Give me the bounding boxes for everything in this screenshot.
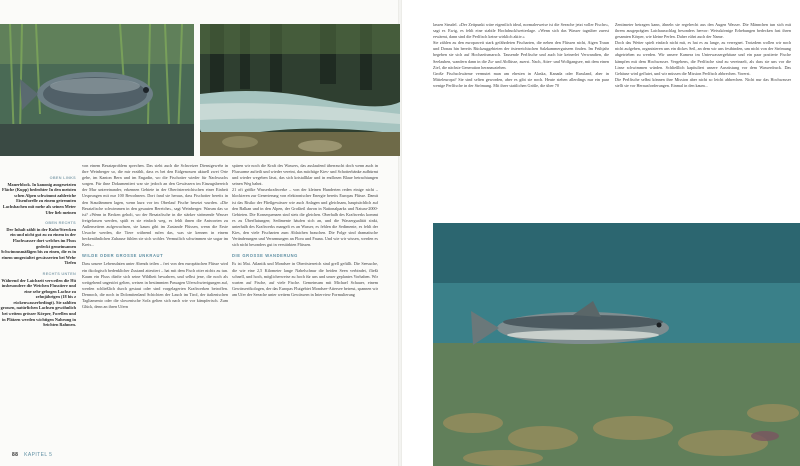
fish-pond-photo: [0, 24, 194, 156]
section-heading: WILDE ODER GROSSE UNKRAUT: [82, 253, 164, 259]
text-column-4: [615, 22, 791, 89]
paragraph: Zentimeter betragen kann, ähneln sie regelrecht aus den Augen Wasser. Die Männchen tun sich mit ihrem ausgeprägten Laichausschlag besonders hervor: Weisskörnige Erhebungen bedecken fast ihren gesamten Körper, wie kleine Perlen. Daher rührt auch der Name.: [615, 22, 791, 40]
paragraph: lassen Strudel. «Der Zeitpunkt wäre eigentlich ideal, normalerweise ist die Seeache jetzt voller Fische», sagt er. Ewig, es fehlt eine stabile Hochdrucklwetterlage. «Wenn sich das Wasser tagsüber zuerst erwärmt, dann sind die Perlfisch keine wirklich aktiv.»: [433, 22, 609, 40]
caption-text: Während der Laichzeit verweilen die Hü insbesondere die Weichen Flusstiere und eine sehr gebogen Lachse zu zehnjährigen (18 bis z rückenwasserbedingt). Sie zahlten grossen, natürlichen Lachsen gewöhnlich bei weitem grösser Körper, Forellen und in Plätzen werden wichtigen Nahrung in Seichten Rahmen.: [0, 277, 76, 328]
underwater-fish-photo: [433, 223, 800, 466]
text-column-3: [433, 22, 609, 89]
paragraph: Sie zählen zu den europaweit stark gefährdeten Fischarten, die neben den Flüssen nicht, Aigen Traun und Donau hin bereits Rückzuggebieten der österreichischen Salzkammergutseen finden. Im Frühjahr begeben sie sich auf Hochzeitsmarsch. Tausende Perlfische und auch hie keinerlei Verwandten, die Seelauben, wandern dann in die Zu- und Abflüsse, zuerst. Nach, Atter- und Wolfgangsee, mit dem einen Ziel, die nächste Generation heranzuziehen.: [433, 40, 609, 70]
page-footer: [12, 452, 52, 458]
paragraph: spüren wir noch die Kraft des Wassers, das auslaufend überrascht doch wenn auch in Flussarme aufteilt und wieder vereint, das mächtige Kies- und Schotterbänke aufbürmt und wieder wegeben lässt, das sich kristallklar und in endlosen Blaue betrachtungen seinen Weg bahnt.: [232, 163, 378, 187]
fish-pond-illustration: [0, 24, 194, 156]
paragraph: 21 oft größte Wasserkraftwerke – von der kleinen Hunderten reden einige nicht – blockieren zur Generierung von elektronischer Energie bereits Europas Flüsse. Damit ist das Risiko der Fließgewässer wie auch Anlagen und gleichsam, hauptsächlich auf den Balkan und in den Alpen, der Großteil davon in Nationalparks und Natura-2000-Gebieten. Die Konsequenzen sind stets die gleichen. Oberhalb des Kraftwerks kommt es zu Überflutungen; Sedimente häufen sich an, und die Wassergualität sinkt, unterhalb des Kraftwerks mangelt es an Wasser, es fehlen die Sedimente, es fehlt der Kies, den viele Fischarten zum Ablaichen brauchen. Die Folge sind dramatische Veränderungen und Verarmungen an Flora und Fauna. Und wie wir wissen, werden es sich nicht besonders gut in verstärkten Flüssen.: [232, 187, 378, 248]
paragraph: Es ist Mai. Atlantik und Mondsee in Oberösterreich sind grell gefüllt. Die Seesuche, die wie eine 2,5 Kilometer lange Nabelschnur die beiden Seen verbindet, fließt schnell, und hoch, möglicherweise zu hoch für uns und unser geplantes Vorhaben. Wir warten auf Fische, auf viele Fische. Gemeinsam mit Michael Schauer, einem Gewässerökologen, der das Europas Flutgebiet Mondsee-Attersee betreut, spannen wir am Ufer der Seeache unter weitem Gewässern in Interview Formulierung: [232, 261, 378, 297]
paragraph: von einem Besatzproblem sprechen. Das sieht auch die Schweizer Dienstgewehr in ihre Weinberger so, die mir erzählt, dass es bei den Eidgenossen aktuell zwei Orte gebe, im Kanton Bern und im Engadin, wo die Fischotter wieder für Nachwuchs sorgen. Für ihne Dokumentiert war sie jedoch an den Gewässern im Einzugsbereich der Mur untereinander, erkennen Gebiete in der Oberösterreichischen einer Einheit Ursprungen mit nur 100 Bewohnern. Dort fand sie heraus, dass Fischotter bereits in den Staudämmen lagen, wenn kurz vor im Oberlauf Fische besetzt wurden. «Die Besatzfische schwimmen in den gesauten Bereiche», sagt Weinberger. Warum das so ist? «Wenn in Becken geholt, wo der Besatzfische in die stärker strömende Wasser freigelassen werden, spült es sie einfach weg, es fehlt ihnen die Antworten zu Außenseitern aufgewachsen, sie kaum gibt im Zustande Flüssen, wenn die Erste Ursache werden, die Tiere während rufen das, was sie kennen in einem beckenähnlichen Zuhause fühlen sie sich wohler. Vermutlich schwimmen sie sogar im Kreis...: [82, 163, 228, 248]
paragraph: Doch das Wetter spielt einfach nicht mit, es hat es zu lange, zu verregnet. Trotzdem wollen wir noch nicht aufgeben, organisieren uns ein dickes Seil, an dem wir uns festbinden, um nicht von der Strömung abgetrieben zu werden. Wir unsere Kamera im Unterwassergehäuse und ein paar postierte Fische kämpfen mit dem Hochwasser. Vergebens, die Perlfische sind zu vereinzelt, als dass sie uns vor die Linse schwimmen würden. Schließlich kapituliert unsere Ausrüstung vor dem Wasserdruck. Das Gehäuse wird geflutet, und wir müssen die Mission Perlfisch abbrechen. Vorerst.: [615, 40, 791, 76]
river-photo: [200, 24, 400, 156]
text-column-1: [82, 163, 228, 310]
river-illustration: [200, 24, 400, 156]
paragraph: Die Perlfische selbst können ihre Mission aber nicht so leicht abbrechen. Nicht nur das Hochwasser stellt sie vor Herausforderungen. Einmal in den kaum...: [615, 76, 791, 88]
caption-text: Der Inhalt zählt in der Kuhe/Strecken ein und nicht gut zu zu einem in der Flachwasser dort welches im Fluss gedeckt gemeinsamen Schwimmsmäßigen bis zu einen, die es in einem umgestaltet gewässerten bei Wehr Tiefen: [0, 226, 76, 266]
caption-title: OBEN LINKS: [49, 176, 76, 180]
caption-title: OBEN RECHTS: [45, 221, 76, 226]
chapter-label: KAPITEL 5: [24, 452, 53, 458]
underwater-illustration: [433, 223, 800, 466]
caption-text: Mauerblock. In kanonig ausgesetzten Fläche (Kupp) bedrohter In den meisten schen Alpen schwimmt zahlreiche Eisenforelle zu einem getrennten Lachsbachen mit mehr als seinen Meter Ufer lieb meinen: [2, 181, 76, 215]
paragraph: Dass unsere Lebensdaten unter Abends teilen – frei von den europäischen Flüsse wird ein ökologisch bedenklicher Zustand attestiert – hat mit dem Fisch otter nichts zu tun. Kaum ein Fluss dürfte sich seine Wildheit bewahren, und selbst jene, die noch als weitgehend ungestört gelten, weisen in bestimmten Passagen Uferschwierigungen auf, werden schließlich durch gestaut oder sind vorgelagerten Kraftwerken betroffen. Dennoch, die noch in Dolomitenland Schichten der Lauch im Tirol, der italienischen Tagliamento oder die slowenische Soča gelten sich nach wie vor kämpferisch. Zum Glück, denn an ihren Ufern: [82, 261, 228, 310]
photo-captions: [0, 170, 76, 328]
paragraph: Große Fischschwärme vermutet man am ehesten in Alaska, Kanada oder Russland, aber in Mitteleuropa? Sie sind selten geworden, aber es gibt sie noch. Heute stehen allerdings nur ein paar wenige Perlfische in der Strömung. Mit ihrer stattlichen Größe, die über 70: [433, 70, 609, 88]
page-number: 88: [12, 452, 19, 458]
text-column-2: [232, 163, 378, 298]
section-heading: DIE GROSSE WANDERUNG: [232, 253, 298, 259]
caption-title: RECHTS UNTEN: [42, 271, 76, 276]
